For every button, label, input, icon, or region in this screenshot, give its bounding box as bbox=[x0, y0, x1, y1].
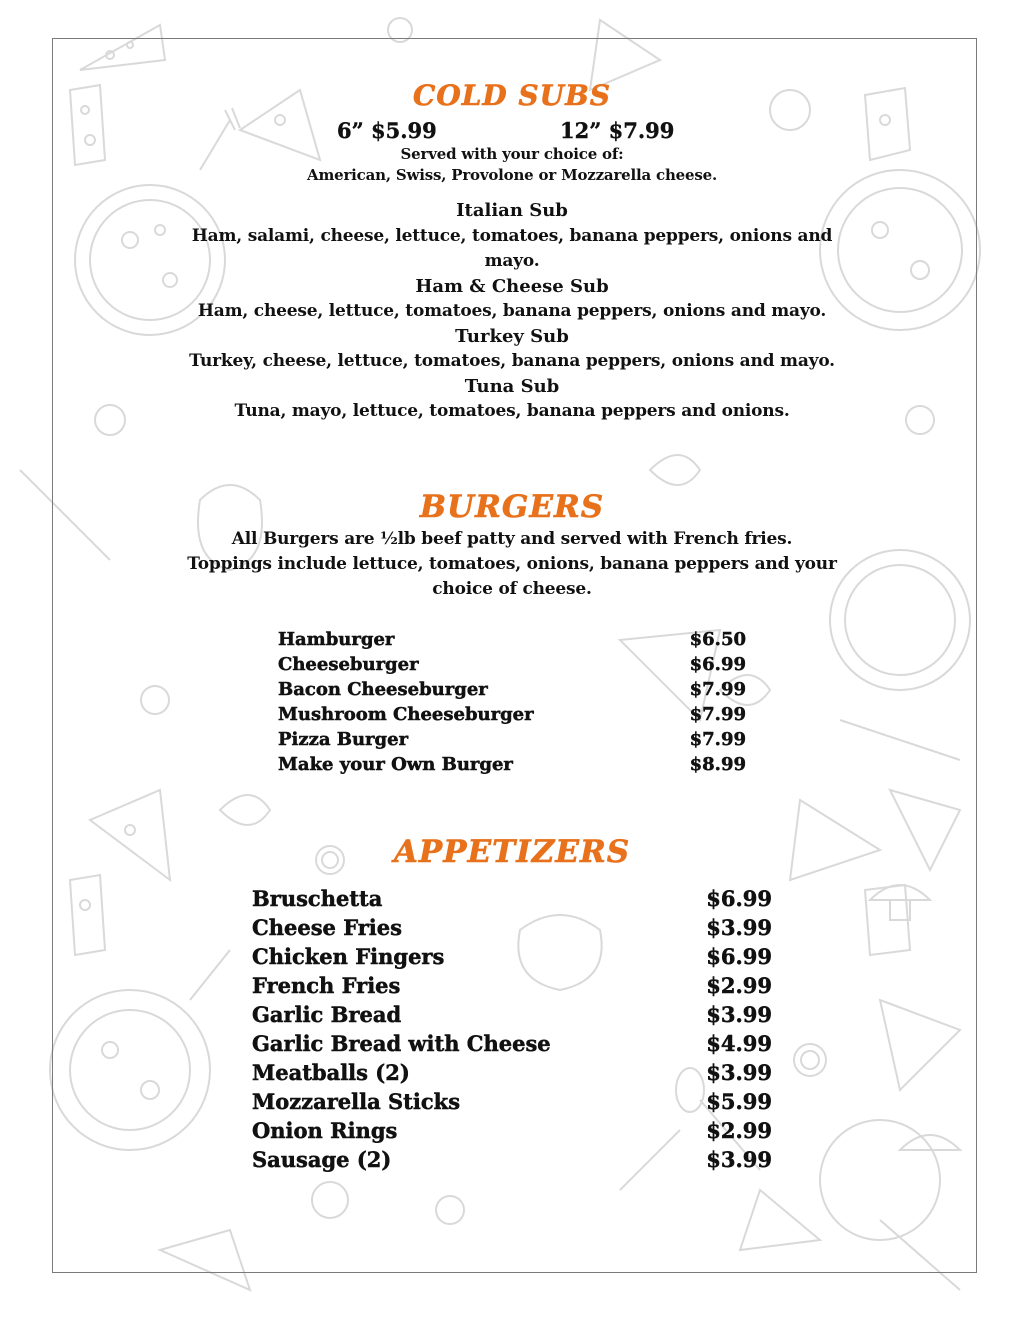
ham-cheese-sub-desc: Ham, cheese, lettuce, tomatoes, banana peppers, onions and mayo. bbox=[197, 301, 827, 321]
served-with-label: Served with your choice of: bbox=[400, 145, 624, 163]
tuna-sub-name: Tuna Sub bbox=[464, 376, 560, 397]
burger-item bbox=[278, 652, 746, 677]
appetizer-item bbox=[252, 1087, 772, 1116]
burgers-intro-line2: Toppings include lettuce, tomatoes, onions, banana peppers and your bbox=[187, 554, 837, 574]
appetizer-price: $3.99 bbox=[706, 1147, 772, 1172]
burger-price: $7.99 bbox=[689, 679, 746, 700]
appetizers-heading: APPETIZERS bbox=[393, 834, 631, 870]
appetizers-list bbox=[252, 884, 772, 1174]
appetizer-item bbox=[252, 942, 772, 971]
appetizer-name: Mozzarella Sticks bbox=[252, 1089, 461, 1114]
appetizer-price: $3.99 bbox=[706, 1002, 772, 1027]
tuna-sub-desc: Tuna, mayo, lettuce, tomatoes, banana peppers and onions. bbox=[234, 401, 790, 421]
burger-item bbox=[278, 727, 746, 752]
cheese-options: American, Swiss, Provolone or Mozzarella cheese. bbox=[307, 166, 717, 184]
burger-price: $7.99 bbox=[689, 729, 746, 750]
burger-name: Cheeseburger bbox=[278, 654, 419, 675]
burgers-heading: BURGERS bbox=[419, 489, 605, 525]
appetizer-name: Garlic Bread with Cheese bbox=[252, 1031, 551, 1056]
cold-subs-heading: COLD SUBS bbox=[413, 79, 611, 112]
appetizer-price: $3.99 bbox=[706, 915, 772, 940]
burger-name: Hamburger bbox=[278, 629, 395, 650]
turkey-sub-name: Turkey Sub bbox=[455, 326, 569, 347]
appetizer-price: $3.99 bbox=[706, 1060, 772, 1085]
appetizer-item bbox=[252, 1145, 772, 1174]
burger-price: $6.50 bbox=[689, 629, 746, 650]
burgers-list bbox=[278, 627, 746, 777]
burger-item bbox=[278, 627, 746, 652]
appetizer-name: Meatballs (2) bbox=[252, 1060, 410, 1085]
twelve-inch-price: 12” $7.99 bbox=[560, 118, 675, 143]
appetizer-name: Bruschetta bbox=[252, 886, 383, 911]
appetizer-name: Cheese Fries bbox=[252, 915, 402, 940]
appetizer-name: French Fries bbox=[252, 973, 401, 998]
burger-name: Pizza Burger bbox=[278, 729, 409, 750]
burger-item bbox=[278, 677, 746, 702]
six-inch-price: 6” $5.99 bbox=[337, 118, 437, 143]
appetizer-name: Garlic Bread bbox=[252, 1002, 402, 1027]
burger-name: Bacon Cheeseburger bbox=[278, 679, 488, 700]
appetizer-name: Chicken Fingers bbox=[252, 944, 445, 969]
burger-price: $7.99 bbox=[689, 704, 746, 725]
burger-price: $8.99 bbox=[689, 754, 746, 775]
appetizer-item bbox=[252, 884, 772, 913]
turkey-sub-desc: Turkey, cheese, lettuce, tomatoes, banana peppers, onions and mayo. bbox=[189, 351, 835, 371]
burger-item bbox=[278, 752, 746, 777]
appetizer-price: $5.99 bbox=[706, 1089, 772, 1114]
burgers-intro-line1: All Burgers are ½lb beef patty and served with French fries. bbox=[231, 529, 793, 549]
appetizer-item bbox=[252, 971, 772, 1000]
appetizer-price: $2.99 bbox=[706, 1118, 772, 1143]
appetizer-name: Onion Rings bbox=[252, 1118, 398, 1143]
appetizer-price: $2.99 bbox=[706, 973, 772, 998]
ham-cheese-sub-name: Ham & Cheese Sub bbox=[415, 276, 609, 297]
appetizer-price: $4.99 bbox=[706, 1031, 772, 1056]
appetizer-item bbox=[252, 1029, 772, 1058]
italian-sub-desc-line1: Ham, salami, cheese, lettuce, tomatoes, banana peppers, onions and bbox=[191, 226, 833, 246]
appetizer-price: $6.99 bbox=[706, 944, 772, 969]
appetizer-price: $6.99 bbox=[706, 886, 772, 911]
burger-name: Mushroom Cheeseburger bbox=[278, 704, 534, 725]
burger-item bbox=[278, 702, 746, 727]
appetizer-item bbox=[252, 1000, 772, 1029]
burger-name: Make your Own Burger bbox=[278, 754, 513, 775]
italian-sub-desc-line2: mayo. bbox=[484, 251, 540, 271]
appetizer-item bbox=[252, 913, 772, 942]
burger-price: $6.99 bbox=[689, 654, 746, 675]
burgers-intro-line3: choice of cheese. bbox=[432, 579, 592, 599]
appetizer-name: Sausage (2) bbox=[252, 1147, 392, 1172]
italian-sub-name: Italian Sub bbox=[456, 200, 568, 221]
appetizer-item bbox=[252, 1058, 772, 1087]
appetizer-item bbox=[252, 1116, 772, 1145]
